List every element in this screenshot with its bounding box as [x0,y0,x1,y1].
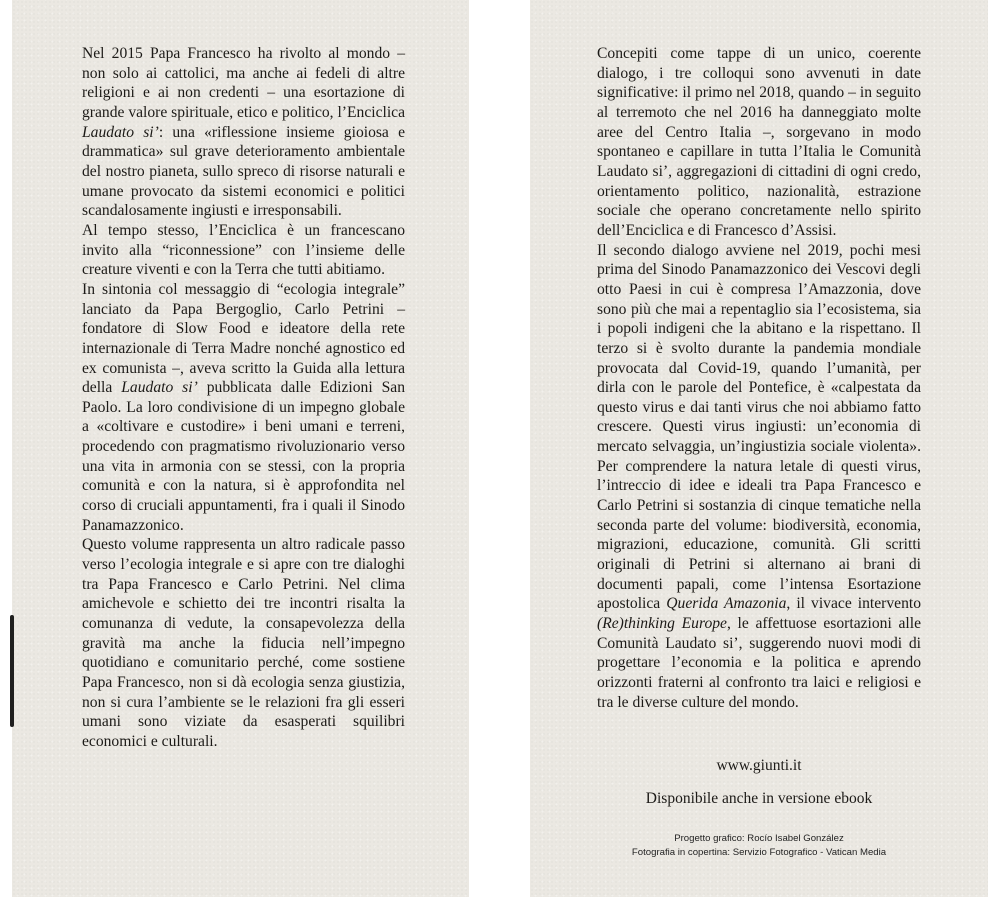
left-paragraph-3: In sintonia col messaggio di “ecologia integrale” lanciato da Papa Bergoglio, Carlo Petrini – fondatore di Slow Food e ideatore della rete internazionale di Terra Madre nonché agnostico ed ex comunista –, aveva scritto la Guida alla lettura della Laudato si’ pubblicata dalle Edizioni San Paolo. La loro condivisione di un impegno globale a «coltivare e custodire» i beni umani e terreni, procedendo con pragmatismo rivoluzionario verso una vita in armonia con se stessi, con la propria comunità e con la natura, si è approfondita nel corso di cruciali appuntamenti, fra i quali il Sinodo Panamazzonico. [82,280,406,534]
left-text-column [82,44,405,752]
right-paragraph-2: Il secondo dialogo avviene nel 2019, pochi mesi prima del Sinodo Panamazzonico dei Vescovi degli otto Paesi in cui è compresa l’Amazzonia, dove sono più che mai a repentaglio sia l’ecosistema, sia i popoli indigeni che la abitano e la rispettano. Il terzo si è svolto durante la pandemia mondiale provocata dal Covid-19, quando l’umanità, per dirla con le parole del Pontefice, è «calpestata da questo virus e dai tanti virus che noi abbiamo fatto crescere. Questi virus ingiusti: un’economia di mercato selvaggia, un’ingiustizia sociale violenta». Per comprendere la natura letale di questi virus, l’intreccio di idee e ideali tra Papa Francesco e Carlo Petrini si sostanzia di cinque tematiche nella seconda parte del volume: biodiversità, economia, migrazioni, educazione, comunità. Gli scritti originali di Petrini si alternano ai brani di documenti papali, come l’intensa Esortazione apostolica Querida Amazonia, il vivace intervento (Re)thinking Europe, le affettuose esortazioni alle Comunità Laudato si’, suggerendo nuovi modi di progettare l’economia e la politica e aprendo orizzonti fraterni al confronto tra laici e religiosi e tra le diverse culture del mondo. [597,241,922,711]
credits [530,832,988,859]
left-paragraph-4: Questo volume rappresenta un altro radicale passo verso l’ecologia integrale e si apre con tre dialoghi tra Papa Francesco e Carlo Petrini. Nel clima amichevole e schietto dei tre incontri risalta la comunanza di vedute, la consapevolezza della gravità ma anche la fiducia nell’impegno quotidiano e comunitario perché, come sostiene Papa Francesco, non si dà ecologia senza giustizia, non si cura l’ambiente se le relazioni fra gli esseri umani sono viziate da esasperati squilibri economici e culturali. [82,536,405,750]
right-paragraph-1: Concepiti come tappe di un unico, coerente dialogo, i tre colloqui sono avvenuti in date significative: il primo nel 2018, quando – in seguito al terremoto che nel 2016 ha danneggiato molte aree del Centro Italia –, sorgevano in modo spontaneo e capillare in tutta l’Italia le Comunità Laudato si’, aggregazioni di cittadini di ogni credo, orientamento politico, nazionalità, estrazione sociale che operano concretamente nello spirito dell’Enciclica e di Francesco d’Assisi. [597,45,921,239]
binding-mark [10,615,14,727]
left-paragraph-2: Al tempo stesso, l’Enciclica è un francescano invito alla “riconnessione” con l’insieme delle creature viventi e con la Terra che tutti abitiamo. [82,221,405,279]
right-text-column [597,44,921,712]
design-credit: Progetto grafico: Rocío Isabel González [674,833,844,844]
ebook-note: Disponibile anche in versione ebook [645,790,873,807]
publisher-website: www.giunti.it [716,757,802,774]
photo-credit: Fotografia in copertina: Servizio Fotografico - Vatican Media [631,846,887,858]
left-page [12,0,469,897]
left-paragraph-1: Nel 2015 Papa Francesco ha rivolto al mondo – non solo ai cattolici, ma anche ai fedeli di altre religioni e ai non credenti – una esortazione di grande valore spirituale, etico e politico, l’Enciclica Laudato si’: una «riflessione insieme gioiosa e drammatica» sul grave deterioramento ambientale del nostro pianeta, sullo spreco di risorse naturali e umane provocato da sistemi economici e politici scandalosamente ingiusti e irresponsabili. [82,45,406,220]
right-page [530,0,988,897]
